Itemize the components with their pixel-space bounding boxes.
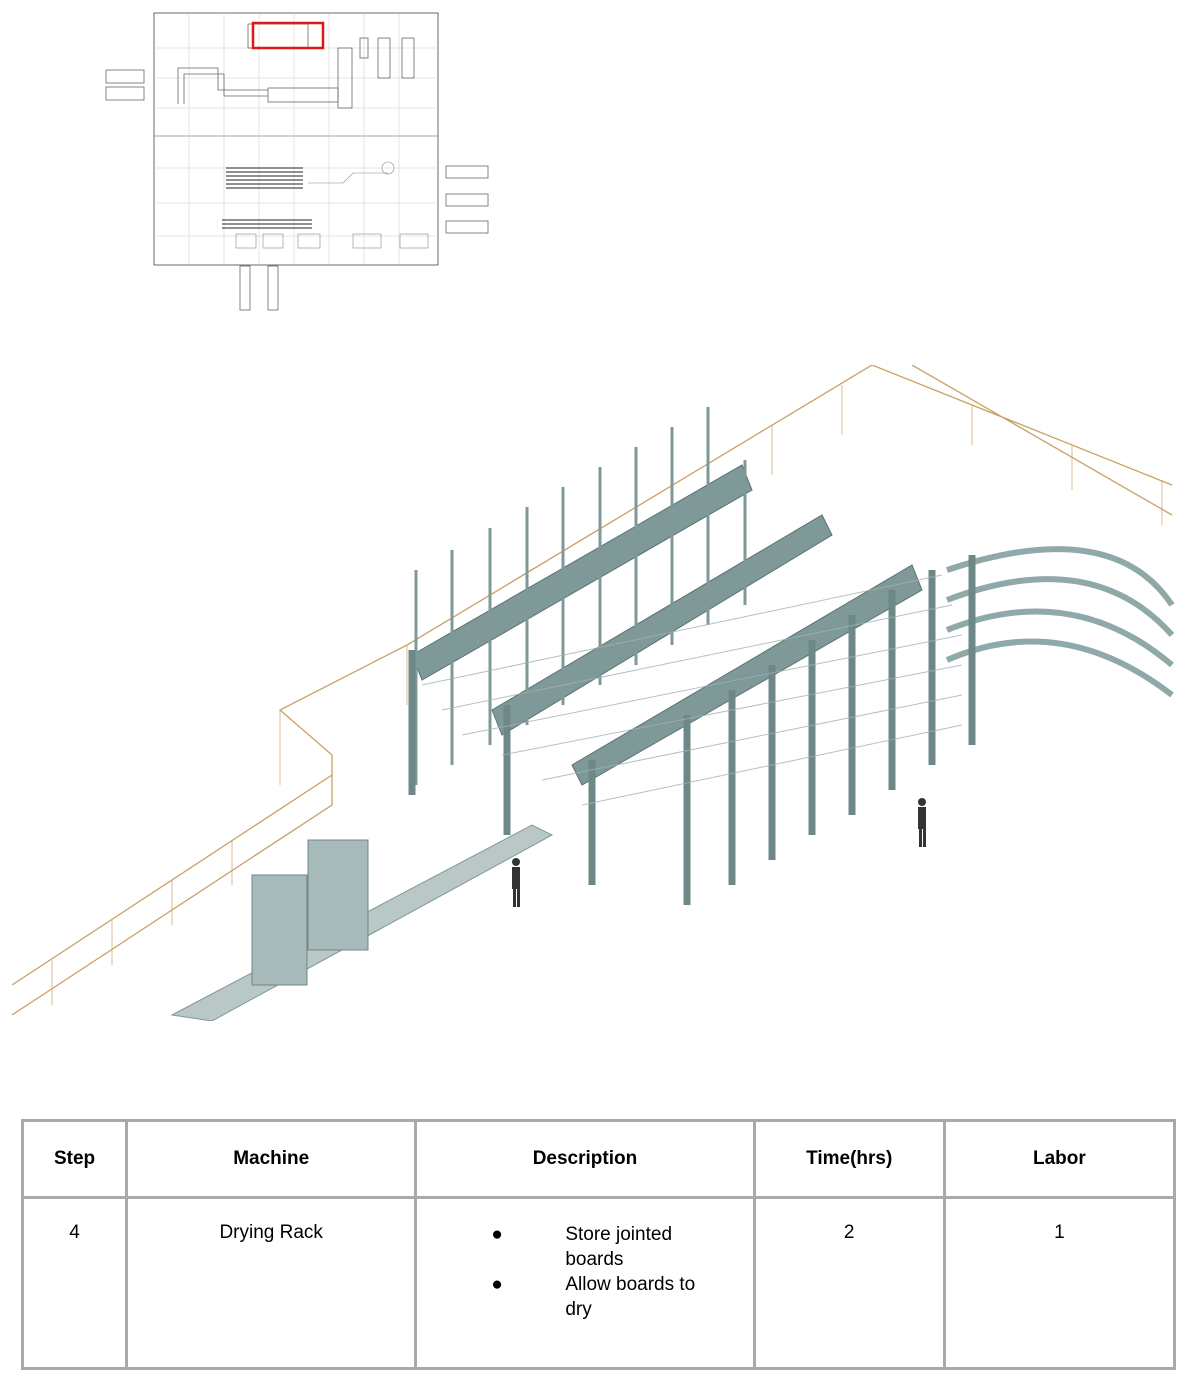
cell-description bbox=[416, 1198, 754, 1369]
table-header-row bbox=[23, 1121, 1175, 1198]
drying-rack-render bbox=[12, 365, 1177, 1021]
description-text: Allow boards to dry bbox=[565, 1274, 696, 1320]
plan-highlight-box bbox=[253, 23, 323, 48]
header-labor: Labor bbox=[944, 1121, 1174, 1198]
cell-time: 2 bbox=[754, 1198, 944, 1369]
floor-plan-thumbnail bbox=[98, 8, 494, 318]
description-text: Store jointed boards bbox=[565, 1224, 673, 1270]
cell-labor: 1 bbox=[944, 1198, 1174, 1369]
header-description: Description bbox=[416, 1121, 754, 1198]
bullet-icon: ● bbox=[491, 1274, 503, 1295]
description-item bbox=[418, 1222, 725, 1272]
header-step: Step bbox=[23, 1121, 127, 1198]
cell-step: 4 bbox=[23, 1198, 127, 1369]
description-item bbox=[418, 1272, 725, 1322]
process-table bbox=[21, 1119, 1176, 1370]
bullet-icon: ● bbox=[491, 1224, 503, 1245]
table-row bbox=[23, 1198, 1175, 1369]
header-machine: Machine bbox=[127, 1121, 416, 1198]
header-time: Time(hrs) bbox=[754, 1121, 944, 1198]
cell-machine: Drying Rack bbox=[127, 1198, 416, 1369]
description-list bbox=[418, 1222, 751, 1322]
